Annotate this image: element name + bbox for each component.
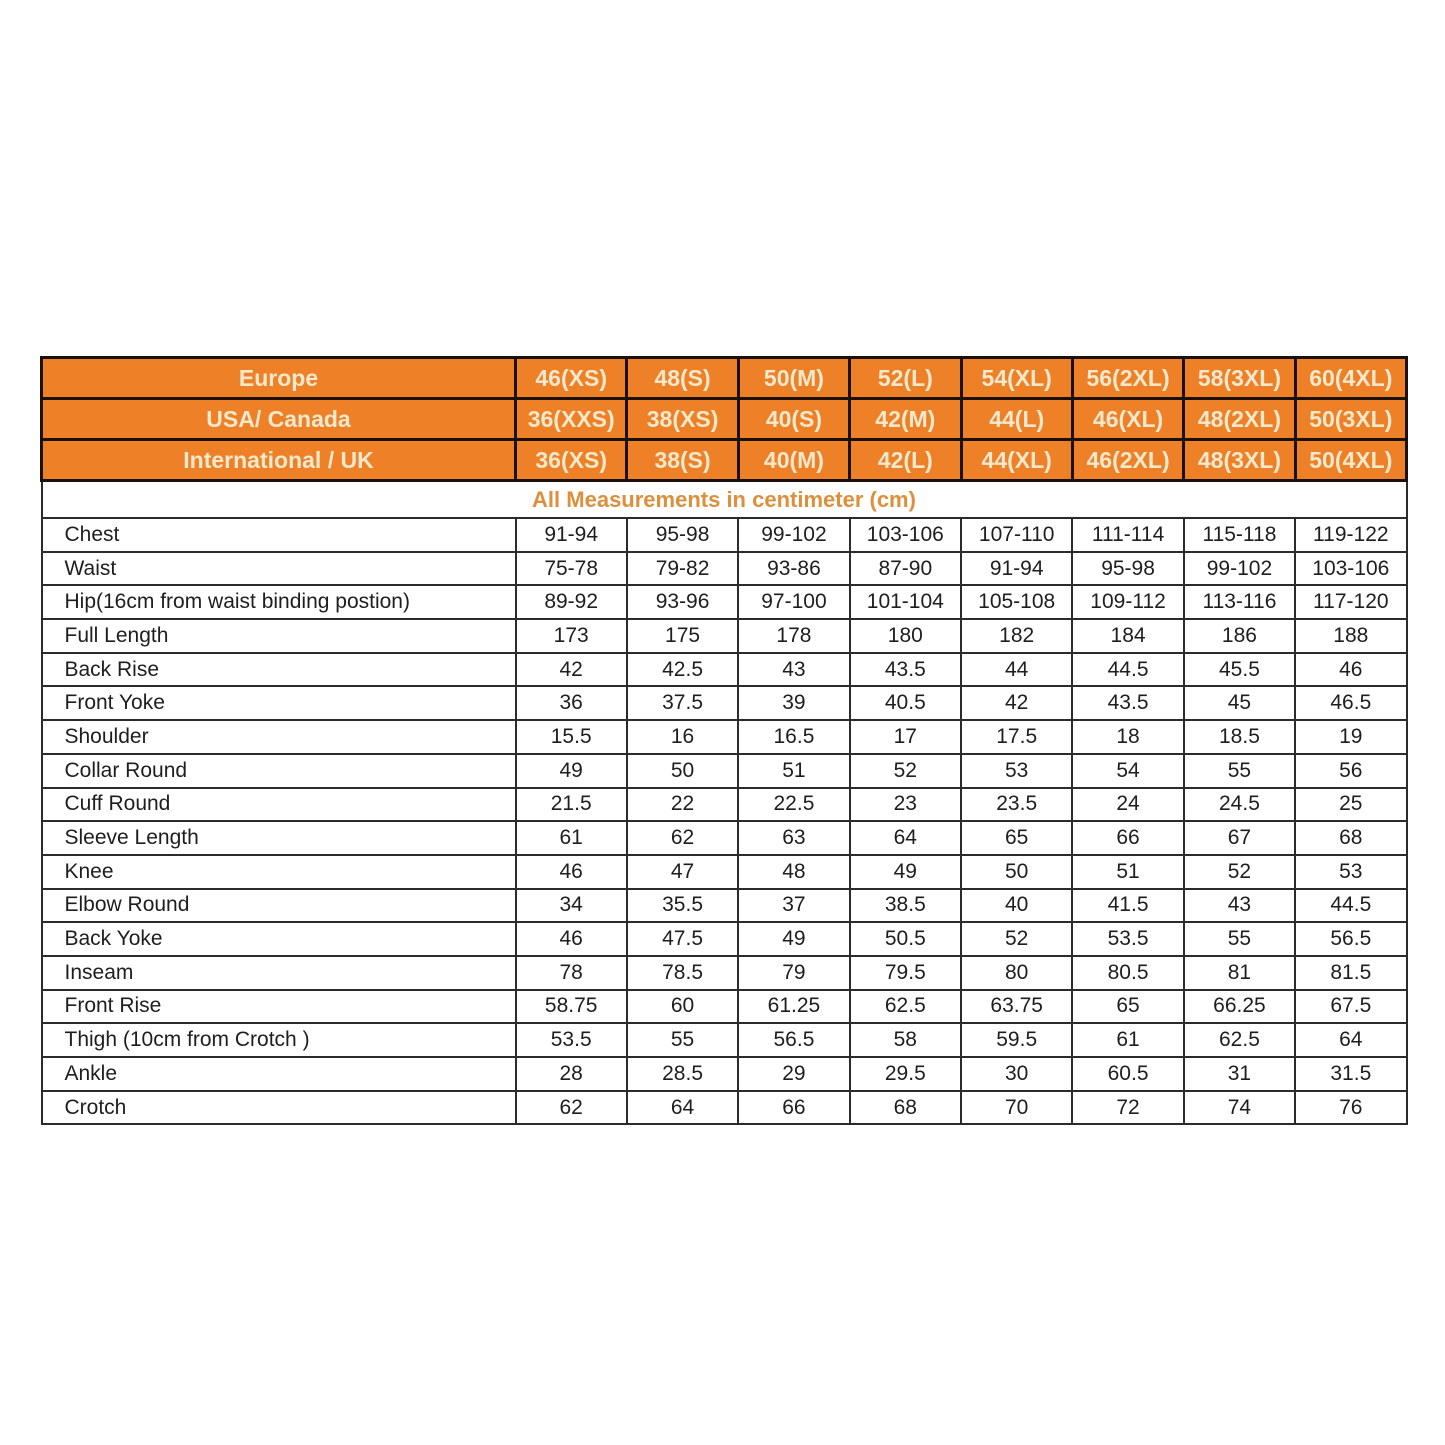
table-row	[42, 754, 1407, 788]
measurement-value-cell: 91-94	[516, 518, 627, 552]
measurement-value-cell: 103-106	[850, 518, 961, 552]
measurement-value-cell: 55	[627, 1023, 738, 1057]
measurement-value-cell: 79.5	[850, 956, 961, 990]
measurement-value-cell: 62.5	[850, 990, 961, 1024]
measurement-label: Crotch	[42, 1091, 516, 1125]
measurement-label: Thigh (10cm from Crotch )	[42, 1023, 516, 1057]
size-value-cell: 54(XL)	[961, 358, 1072, 399]
measurement-value-cell: 25	[1295, 788, 1406, 822]
measurement-value-cell: 17.5	[961, 720, 1072, 754]
measurement-value-cell: 107-110	[961, 518, 1072, 552]
measurement-label: Front Yoke	[42, 686, 516, 720]
table-row	[42, 788, 1407, 822]
measurement-value-cell: 184	[1072, 619, 1183, 653]
table-row	[42, 855, 1407, 889]
measurement-value-cell: 54	[1072, 754, 1183, 788]
table-row	[42, 585, 1407, 619]
size-value-cell: 38(XS)	[627, 399, 738, 440]
measurement-value-cell: 35.5	[627, 889, 738, 923]
measurement-value-cell: 68	[1295, 821, 1406, 855]
measurement-value-cell: 60.5	[1072, 1057, 1183, 1091]
table-row	[42, 889, 1407, 923]
measurement-value-cell: 64	[1295, 1023, 1406, 1057]
measurement-value-cell: 38.5	[850, 889, 961, 923]
measurement-value-cell: 43	[738, 653, 849, 687]
size-value-cell: 48(3XL)	[1184, 440, 1295, 481]
measurement-value-cell: 50	[961, 855, 1072, 889]
measurement-value-cell: 101-104	[850, 585, 961, 619]
measurement-value-cell: 43.5	[1072, 686, 1183, 720]
measurement-value-cell: 76	[1295, 1091, 1406, 1125]
measurement-value-cell: 70	[961, 1091, 1072, 1125]
measurement-value-cell: 16	[627, 720, 738, 754]
size-value-cell: 44(XL)	[961, 440, 1072, 481]
measurement-value-cell: 67	[1184, 821, 1295, 855]
table-row	[42, 440, 1407, 481]
measurement-value-cell: 109-112	[1072, 585, 1183, 619]
measurement-value-cell: 113-116	[1184, 585, 1295, 619]
measurement-label: Elbow Round	[42, 889, 516, 923]
measurement-value-cell: 67.5	[1295, 990, 1406, 1024]
size-value-cell: 50(M)	[738, 358, 849, 399]
measurement-value-cell: 48	[738, 855, 849, 889]
size-value-cell: 48(2XL)	[1184, 399, 1295, 440]
measurement-label: Collar Round	[42, 754, 516, 788]
measurement-value-cell: 22.5	[738, 788, 849, 822]
units-note: All Measurements in centimeter (cm)	[42, 481, 1407, 519]
measurement-value-cell: 103-106	[1295, 552, 1406, 586]
measurement-value-cell: 51	[1072, 855, 1183, 889]
measurement-value-cell: 23.5	[961, 788, 1072, 822]
measurement-value-cell: 180	[850, 619, 961, 653]
measurement-value-cell: 43.5	[850, 653, 961, 687]
table-row	[42, 1091, 1407, 1125]
measurement-value-cell: 49	[738, 922, 849, 956]
measurement-value-cell: 80	[961, 956, 1072, 990]
measurement-value-cell: 40.5	[850, 686, 961, 720]
table-row	[42, 358, 1407, 399]
measurement-value-cell: 52	[1184, 855, 1295, 889]
size-system-label: International / UK	[42, 440, 516, 481]
measurement-value-cell: 40	[961, 889, 1072, 923]
measurement-value-cell: 91-94	[961, 552, 1072, 586]
size-value-cell: 60(4XL)	[1295, 358, 1406, 399]
measurement-value-cell: 56.5	[738, 1023, 849, 1057]
measurement-value-cell: 31.5	[1295, 1057, 1406, 1091]
measurement-value-cell: 18	[1072, 720, 1183, 754]
measurement-label: Inseam	[42, 956, 516, 990]
measurement-value-cell: 15.5	[516, 720, 627, 754]
size-value-cell: 38(S)	[627, 440, 738, 481]
measurement-value-cell: 64	[850, 821, 961, 855]
measurement-value-cell: 16.5	[738, 720, 849, 754]
measurement-value-cell: 53.5	[516, 1023, 627, 1057]
table-row	[42, 552, 1407, 586]
measurement-value-cell: 53.5	[1072, 922, 1183, 956]
measurement-value-cell: 119-122	[1295, 518, 1406, 552]
measurement-value-cell: 58	[850, 1023, 961, 1057]
measurement-label: Cuff Round	[42, 788, 516, 822]
measurement-label: Knee	[42, 855, 516, 889]
measurement-value-cell: 47.5	[627, 922, 738, 956]
table-row	[42, 990, 1407, 1024]
size-value-cell: 42(L)	[850, 440, 961, 481]
measurement-value-cell: 55	[1184, 754, 1295, 788]
measurement-value-cell: 23	[850, 788, 961, 822]
measurement-label: Full Length	[42, 619, 516, 653]
measurement-value-cell: 18.5	[1184, 720, 1295, 754]
measurement-value-cell: 186	[1184, 619, 1295, 653]
measurement-value-cell: 93-96	[627, 585, 738, 619]
size-value-cell: 48(S)	[627, 358, 738, 399]
measurement-value-cell: 81	[1184, 956, 1295, 990]
measurement-value-cell: 56	[1295, 754, 1406, 788]
measurement-value-cell: 53	[1295, 855, 1406, 889]
measurement-label: Front Rise	[42, 990, 516, 1024]
measurement-value-cell: 95-98	[1072, 552, 1183, 586]
size-value-cell: 56(2XL)	[1072, 358, 1183, 399]
measurement-value-cell: 175	[627, 619, 738, 653]
size-value-cell: 46(XL)	[1072, 399, 1183, 440]
size-system-label: USA/ Canada	[42, 399, 516, 440]
measurement-value-cell: 78	[516, 956, 627, 990]
measurement-value-cell: 42	[516, 653, 627, 687]
size-value-cell: 40(S)	[738, 399, 849, 440]
measurement-value-cell: 46	[516, 922, 627, 956]
measurement-value-cell: 61.25	[738, 990, 849, 1024]
measurement-value-cell: 51	[738, 754, 849, 788]
measurement-value-cell: 59.5	[961, 1023, 1072, 1057]
measurement-value-cell: 41.5	[1072, 889, 1183, 923]
table-row	[42, 956, 1407, 990]
measurement-value-cell: 28	[516, 1057, 627, 1091]
measurement-value-cell: 95-98	[627, 518, 738, 552]
size-value-cell: 42(M)	[850, 399, 961, 440]
measurement-value-cell: 99-102	[738, 518, 849, 552]
measurement-value-cell: 24.5	[1184, 788, 1295, 822]
measurement-value-cell: 62	[627, 821, 738, 855]
measurement-value-cell: 46.5	[1295, 686, 1406, 720]
measurement-value-cell: 182	[961, 619, 1072, 653]
measurement-value-cell: 93-86	[738, 552, 849, 586]
measurement-value-cell: 47	[627, 855, 738, 889]
measurement-value-cell: 111-114	[1072, 518, 1183, 552]
measurement-value-cell: 97-100	[738, 585, 849, 619]
measurement-value-cell: 80.5	[1072, 956, 1183, 990]
measurement-value-cell: 52	[850, 754, 961, 788]
measurement-value-cell: 44.5	[1295, 889, 1406, 923]
measurement-value-cell: 49	[516, 754, 627, 788]
measurement-label: Sleeve Length	[42, 821, 516, 855]
measurement-value-cell: 55	[1184, 922, 1295, 956]
measurement-value-cell: 178	[738, 619, 849, 653]
table-row	[42, 518, 1407, 552]
measurement-value-cell: 75-78	[516, 552, 627, 586]
table-row	[42, 821, 1407, 855]
measurement-value-cell: 62.5	[1184, 1023, 1295, 1057]
size-value-cell: 46(2XL)	[1072, 440, 1183, 481]
measurement-label: Back Rise	[42, 653, 516, 687]
table-row	[42, 922, 1407, 956]
measurement-value-cell: 79-82	[627, 552, 738, 586]
measurement-value-cell: 29	[738, 1057, 849, 1091]
measurement-value-cell: 44.5	[1072, 653, 1183, 687]
measurement-value-cell: 87-90	[850, 552, 961, 586]
measurement-value-cell: 65	[961, 821, 1072, 855]
size-system-label: Europe	[42, 358, 516, 399]
measurement-value-cell: 99-102	[1184, 552, 1295, 586]
measurement-value-cell: 74	[1184, 1091, 1295, 1125]
measurement-value-cell: 19	[1295, 720, 1406, 754]
table-row	[42, 399, 1407, 440]
measurement-label: Chest	[42, 518, 516, 552]
measurement-value-cell: 72	[1072, 1091, 1183, 1125]
table-row	[42, 686, 1407, 720]
measurement-value-cell: 53	[961, 754, 1072, 788]
measurement-value-cell: 117-120	[1295, 585, 1406, 619]
measurement-value-cell: 42	[961, 686, 1072, 720]
size-chart-table	[40, 356, 1408, 1125]
measurement-value-cell: 65	[1072, 990, 1183, 1024]
measurement-value-cell: 28.5	[627, 1057, 738, 1091]
measurement-value-cell: 36	[516, 686, 627, 720]
size-value-cell: 46(XS)	[516, 358, 627, 399]
measurement-value-cell: 64	[627, 1091, 738, 1125]
measurement-value-cell: 50.5	[850, 922, 961, 956]
size-value-cell: 52(L)	[850, 358, 961, 399]
measurement-value-cell: 24	[1072, 788, 1183, 822]
measurement-label: Shoulder	[42, 720, 516, 754]
size-value-cell: 44(L)	[961, 399, 1072, 440]
measurement-value-cell: 52	[961, 922, 1072, 956]
measurement-value-cell: 37	[738, 889, 849, 923]
measurement-value-cell: 34	[516, 889, 627, 923]
table-row	[42, 619, 1407, 653]
measurement-value-cell: 46	[516, 855, 627, 889]
measurements-section	[42, 518, 1407, 1124]
measurement-value-cell: 79	[738, 956, 849, 990]
measurement-value-cell: 17	[850, 720, 961, 754]
measurement-value-cell: 46	[1295, 653, 1406, 687]
measurement-value-cell: 56.5	[1295, 922, 1406, 956]
size-value-cell: 36(XS)	[516, 440, 627, 481]
measurement-value-cell: 39	[738, 686, 849, 720]
size-value-cell: 50(3XL)	[1295, 399, 1406, 440]
measurement-value-cell: 63.75	[961, 990, 1072, 1024]
measurement-value-cell: 42.5	[627, 653, 738, 687]
measurement-value-cell: 68	[850, 1091, 961, 1125]
table-row	[42, 720, 1407, 754]
measurement-value-cell: 49	[850, 855, 961, 889]
measurement-value-cell: 81.5	[1295, 956, 1406, 990]
measurement-value-cell: 30	[961, 1057, 1072, 1091]
size-value-cell: 58(3XL)	[1184, 358, 1295, 399]
table-row	[42, 481, 1407, 519]
measurement-value-cell: 66	[738, 1091, 849, 1125]
size-chart	[40, 356, 1408, 1125]
measurement-value-cell: 66.25	[1184, 990, 1295, 1024]
measurement-label: Waist	[42, 552, 516, 586]
measurement-value-cell: 44	[961, 653, 1072, 687]
measurement-label: Back Yoke	[42, 922, 516, 956]
measurement-value-cell: 66	[1072, 821, 1183, 855]
measurement-value-cell: 89-92	[516, 585, 627, 619]
measurement-value-cell: 105-108	[961, 585, 1072, 619]
measurement-value-cell: 58.75	[516, 990, 627, 1024]
size-value-cell: 40(M)	[738, 440, 849, 481]
measurement-value-cell: 115-118	[1184, 518, 1295, 552]
measurement-value-cell: 62	[516, 1091, 627, 1125]
measurement-label: Ankle	[42, 1057, 516, 1091]
measurement-value-cell: 22	[627, 788, 738, 822]
measurement-value-cell: 29.5	[850, 1057, 961, 1091]
measurement-value-cell: 37.5	[627, 686, 738, 720]
measurement-value-cell: 188	[1295, 619, 1406, 653]
measurement-value-cell: 45.5	[1184, 653, 1295, 687]
units-note-section	[42, 481, 1407, 519]
measurement-value-cell: 21.5	[516, 788, 627, 822]
table-row	[42, 1057, 1407, 1091]
measurement-value-cell: 173	[516, 619, 627, 653]
size-value-cell: 50(4XL)	[1295, 440, 1406, 481]
table-row	[42, 653, 1407, 687]
size-value-cell: 36(XXS)	[516, 399, 627, 440]
measurement-value-cell: 61	[1072, 1023, 1183, 1057]
measurement-value-cell: 31	[1184, 1057, 1295, 1091]
measurement-value-cell: 45	[1184, 686, 1295, 720]
measurement-value-cell: 60	[627, 990, 738, 1024]
measurement-label: Hip(16cm from waist binding postion)	[42, 585, 516, 619]
measurement-value-cell: 61	[516, 821, 627, 855]
measurement-value-cell: 50	[627, 754, 738, 788]
table-row	[42, 1023, 1407, 1057]
size-header-section	[42, 358, 1407, 481]
measurement-value-cell: 63	[738, 821, 849, 855]
measurement-value-cell: 43	[1184, 889, 1295, 923]
measurement-value-cell: 78.5	[627, 956, 738, 990]
